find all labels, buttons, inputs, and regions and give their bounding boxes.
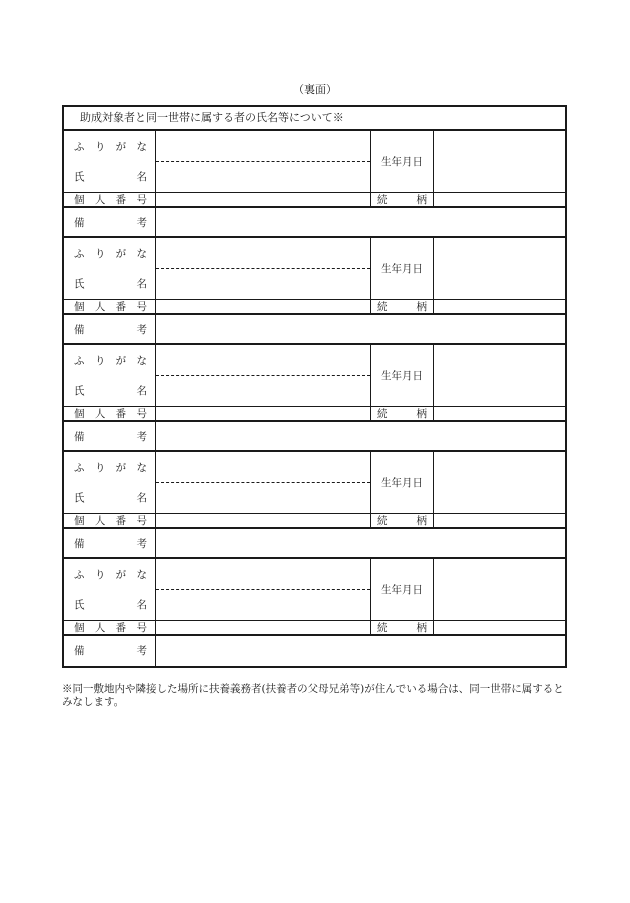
- furigana-divider: [156, 589, 370, 590]
- name-field[interactable]: [156, 559, 371, 620]
- furigana-divider: [156, 161, 370, 162]
- name-label-cell: [64, 559, 156, 620]
- name-label: 氏 名: [74, 278, 147, 290]
- furigana-label: ふ り が な: [74, 141, 147, 153]
- personal-number-field[interactable]: [156, 514, 371, 527]
- remarks-label: 備 考: [64, 315, 156, 343]
- relationship-field[interactable]: [434, 300, 565, 313]
- relationship-field[interactable]: [434, 193, 565, 206]
- remarks-label: 備 考: [64, 422, 156, 450]
- furigana-label: ふ り が な: [74, 355, 147, 367]
- furigana-divider: [156, 482, 370, 483]
- relationship-field[interactable]: [434, 407, 565, 420]
- dob-field[interactable]: [434, 131, 565, 192]
- person-block: [64, 345, 565, 452]
- person-block: [64, 452, 565, 559]
- personal-number-field[interactable]: [156, 300, 371, 313]
- remarks-row: [64, 422, 565, 452]
- remarks-field[interactable]: [156, 636, 565, 666]
- page-title: （裏面）: [293, 83, 337, 96]
- dob-field[interactable]: [434, 559, 565, 620]
- relationship-label: 続 柄: [371, 193, 434, 206]
- relationship-label: 続 柄: [371, 407, 434, 420]
- name-field[interactable]: [156, 238, 371, 299]
- personal-number-field[interactable]: [156, 621, 371, 634]
- personal-number-label: 個 人 番 号: [64, 407, 156, 420]
- name-label-cell: [64, 238, 156, 299]
- furigana-label: ふ り が な: [74, 248, 147, 260]
- person-block: [64, 131, 565, 238]
- name-label: 氏 名: [74, 599, 147, 611]
- personal-number-label: 個 人 番 号: [64, 193, 156, 206]
- relationship-field[interactable]: [434, 514, 565, 527]
- personal-number-label: 個 人 番 号: [64, 621, 156, 634]
- remarks-row: [64, 636, 565, 666]
- relationship-label: 続 柄: [371, 621, 434, 634]
- remarks-row: [64, 529, 565, 559]
- remarks-field[interactable]: [156, 422, 565, 450]
- remarks-label: 備 考: [64, 636, 156, 666]
- name-field[interactable]: [156, 131, 371, 192]
- remarks-field[interactable]: [156, 315, 565, 343]
- personal-number-row: [64, 621, 565, 636]
- dob-label: 生年月日: [371, 345, 434, 406]
- table-header: 助成対象者と同一世帯に属する者の氏名等について※: [64, 107, 565, 131]
- furigana-label: ふ り が な: [74, 569, 147, 581]
- name-label: 氏 名: [74, 385, 147, 397]
- remarks-field[interactable]: [156, 208, 565, 236]
- relationship-label: 続 柄: [371, 514, 434, 527]
- name-label: 氏 名: [74, 171, 147, 183]
- name-row: [64, 238, 565, 300]
- dob-label: 生年月日: [371, 452, 434, 513]
- furigana-label: ふ り が な: [74, 462, 147, 474]
- furigana-divider: [156, 268, 370, 269]
- relationship-label: 続 柄: [371, 300, 434, 313]
- personal-number-field[interactable]: [156, 193, 371, 206]
- name-row: [64, 345, 565, 407]
- personal-number-row: [64, 300, 565, 315]
- dob-field[interactable]: [434, 345, 565, 406]
- remarks-field[interactable]: [156, 529, 565, 557]
- name-label-cell: [64, 452, 156, 513]
- remarks-row: [64, 315, 565, 345]
- footnote: ※同一敷地内や隣接した場所に扶養義務者(扶養者の父母兄弟等)が住んでいる場合は、同一世帯に属するとみなします。: [62, 683, 564, 708]
- name-row: [64, 452, 565, 514]
- personal-number-label: 個 人 番 号: [64, 300, 156, 313]
- dob-label: 生年月日: [371, 238, 434, 299]
- person-block: [64, 559, 565, 666]
- remarks-label: 備 考: [64, 208, 156, 236]
- person-block: [64, 238, 565, 345]
- remarks-label: 備 考: [64, 529, 156, 557]
- name-label-cell: [64, 345, 156, 406]
- dob-label: 生年月日: [371, 131, 434, 192]
- relationship-field[interactable]: [434, 621, 565, 634]
- name-row: [64, 559, 565, 621]
- name-label-cell: [64, 131, 156, 192]
- household-members-table: [62, 105, 567, 668]
- remarks-row: [64, 208, 565, 238]
- dob-label: 生年月日: [371, 559, 434, 620]
- name-field[interactable]: [156, 452, 371, 513]
- name-field[interactable]: [156, 345, 371, 406]
- name-row: [64, 131, 565, 193]
- personal-number-field[interactable]: [156, 407, 371, 420]
- furigana-divider: [156, 375, 370, 376]
- personal-number-label: 個 人 番 号: [64, 514, 156, 527]
- personal-number-row: [64, 407, 565, 422]
- name-label: 氏 名: [74, 492, 147, 504]
- dob-field[interactable]: [434, 452, 565, 513]
- personal-number-row: [64, 193, 565, 208]
- dob-field[interactable]: [434, 238, 565, 299]
- personal-number-row: [64, 514, 565, 529]
